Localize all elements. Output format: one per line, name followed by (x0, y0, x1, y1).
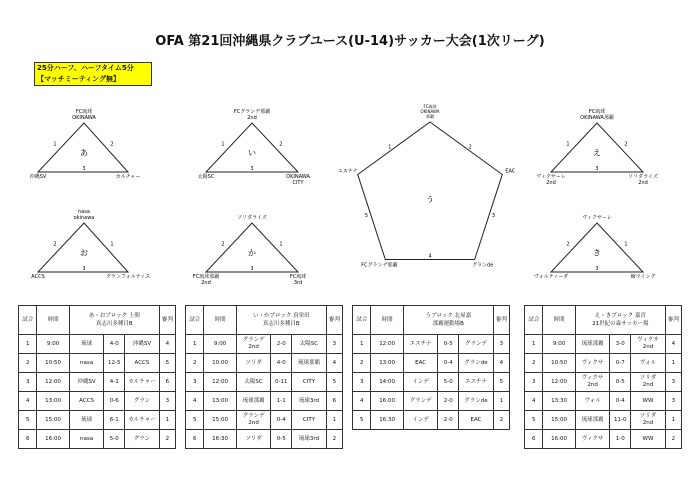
home-team: エスチナ (403, 335, 438, 354)
score: 0-7 (610, 354, 631, 373)
referee: 2 (665, 430, 681, 449)
kickoff-time: 16:00 (543, 430, 575, 449)
table-header-row (525, 306, 682, 335)
table-row (525, 335, 682, 354)
match-number: 1 (525, 335, 543, 354)
team-top: FC琉球 (588, 109, 606, 115)
match-number: 1 (353, 335, 371, 354)
away-team: WW (631, 392, 666, 411)
referee: 1 (665, 354, 681, 373)
team-left: 2nd (546, 180, 556, 186)
home-team: ソリダ (236, 430, 271, 449)
home-team: インデ (403, 411, 438, 430)
referee: 3 (665, 373, 681, 392)
home-team: グランデ 2nd (236, 411, 271, 430)
match-number: 2 (525, 354, 543, 373)
away-team: EAC (459, 411, 494, 430)
away-team: CITY (292, 373, 327, 392)
league-pentagon (358, 122, 503, 259)
page-title: OFA 第21回沖縄県クラブユース(U-14)サッカー大会(1次リーグ) (155, 34, 545, 49)
away-team: ヴォル (631, 354, 666, 373)
referee: 1 (493, 392, 509, 411)
block-u-schedule (352, 305, 510, 430)
score: 3-0 (610, 335, 631, 354)
match-number: 3 (595, 166, 599, 172)
team-right: グランフォルティス (105, 274, 151, 280)
team-left: ヴォルティーダ (533, 274, 569, 280)
match-number: 4 (19, 392, 37, 411)
referee: 3 (159, 392, 175, 411)
match-number: 2 (566, 241, 570, 248)
kickoff-time: 12:00 (543, 373, 575, 392)
away-team: 沖縄SV (125, 335, 160, 354)
league-triangle (551, 223, 643, 272)
score: 0-11 (271, 373, 292, 392)
team-top: 那覇 (426, 114, 434, 119)
match-number: 1 (186, 335, 204, 354)
away-team: ACCS (125, 354, 160, 373)
team-top: OKINAWA那覇 (580, 115, 614, 121)
team-right: 3rd (293, 280, 303, 286)
away-team: WW (631, 430, 666, 449)
match-number: 3 (186, 373, 204, 392)
kickoff-time: 10:50 (543, 354, 575, 373)
kickoff-time: 16:30 (204, 430, 236, 449)
referee: 6 (326, 392, 342, 411)
table-row (525, 373, 682, 392)
home-team: nasa (69, 354, 104, 373)
table-row (525, 430, 682, 449)
home-team: 琉球那覇 (236, 392, 271, 411)
referee: 4 (326, 354, 342, 373)
match-number: 5 (186, 411, 204, 430)
half-time-rule: 25分ハーフ、ハーフタイム5分 (37, 64, 134, 72)
team-right: カルチャー (115, 174, 141, 180)
team-top: ソリダライズ (237, 215, 267, 221)
referee: 2 (159, 430, 175, 449)
match-number: 2 (53, 241, 57, 248)
home-team: ヴィクサ 2nd (575, 373, 610, 392)
match-number: 4 (428, 253, 432, 260)
match-number: 6 (525, 430, 543, 449)
away-team: グランde (459, 354, 494, 373)
team-right: OKINAWA (286, 174, 310, 180)
table-row (19, 373, 176, 392)
kickoff-time: 16:00 (37, 430, 69, 449)
away-team: グランde (459, 392, 494, 411)
score: 0-6 (104, 392, 125, 411)
team-right: 2nd (638, 180, 648, 186)
table-row (186, 411, 343, 430)
match-number: 1 (279, 241, 283, 248)
table-row (186, 335, 343, 354)
referee: 2 (326, 430, 342, 449)
score: 0-4 (438, 354, 459, 373)
score: 0-4 (271, 411, 292, 430)
match-number: 2 (468, 144, 472, 151)
block-i-ka-schedule (185, 305, 343, 449)
referee: 1 (665, 411, 681, 430)
team-top: OKINAWA (72, 115, 96, 121)
team-top: FC琉球 (423, 104, 437, 109)
time-header: 時間 (371, 306, 403, 335)
match-number: 3 (19, 373, 37, 392)
team-top: okinawa (73, 215, 95, 221)
match-number: 1 (19, 335, 37, 354)
referee: 1 (159, 411, 175, 430)
match-number: 1 (110, 241, 114, 248)
team-left: 太陽SC (197, 174, 215, 180)
match-number: 3 (353, 373, 371, 392)
team-side-left: エスチナ (337, 168, 358, 175)
referee: 5 (326, 373, 342, 392)
home-team: ヴォル (575, 392, 610, 411)
score: 0-5 (610, 373, 631, 392)
group-label: い (248, 148, 256, 158)
team-left: ヴィクサーレ (536, 174, 566, 180)
meeting-rule: 【マッチミーティング無】 (37, 75, 121, 83)
home-team: ACCS (69, 392, 104, 411)
group-label: え (593, 148, 601, 158)
score: 4-0 (271, 354, 292, 373)
table-row (19, 411, 176, 430)
match-number: 2 (221, 241, 225, 248)
referee: 5 (159, 354, 175, 373)
score: 1-0 (610, 430, 631, 449)
match-number: 2 (19, 354, 37, 373)
team-right: CITY (292, 180, 304, 186)
kickoff-time: 15:00 (204, 411, 236, 430)
match-number: 3 (595, 266, 599, 272)
league-triangle (38, 123, 128, 172)
match-number: 4 (186, 392, 204, 411)
table-row (19, 430, 176, 449)
match-number: 3 (525, 373, 543, 392)
score: 11-0 (610, 411, 631, 430)
away-team: ソリダ 2nd (631, 373, 666, 392)
kickoff-time: 10:50 (37, 354, 69, 373)
table-row (525, 392, 682, 411)
team-right: ソリダライズ (628, 174, 658, 180)
group-label: あ (80, 148, 88, 158)
away-team: カルチャー (125, 373, 160, 392)
referee-header: 審判 (665, 306, 681, 335)
team-top: ヴィクサーレ (582, 215, 612, 221)
match-number: 1 (624, 241, 628, 248)
table-row (19, 392, 176, 411)
table-row (353, 411, 510, 430)
match-number: 1 (53, 141, 57, 148)
group-label: か (248, 248, 256, 258)
home-team: 琉球那覇 (575, 411, 610, 430)
team-right: FC琉球 (289, 274, 307, 280)
match-header: 試合 (353, 306, 371, 335)
score: 12-5 (104, 354, 125, 373)
home-team: 琉球那覇 (575, 335, 610, 354)
table-row (353, 335, 510, 354)
kickoff-time: 14:00 (371, 373, 403, 392)
match-number: 2 (624, 141, 628, 148)
block-header: うブロック 北屋嘉 那覇運動場B (403, 306, 493, 335)
match-number: 3 (82, 266, 86, 272)
time-header: 時間 (37, 306, 69, 335)
home-team: 沖縄SV (69, 373, 104, 392)
kickoff-time: 10:00 (204, 354, 236, 373)
match-number: 6 (19, 430, 37, 449)
team-top: 2nd (247, 115, 257, 121)
table-row (525, 354, 682, 373)
match-number: 3 (250, 166, 254, 172)
team-left: ACCS (31, 274, 45, 280)
match-number: 2 (353, 354, 371, 373)
match-number: 1 (388, 144, 392, 151)
table-row (19, 335, 176, 354)
referee: 3 (326, 335, 342, 354)
team-left: FC琉球那覇 (192, 274, 220, 280)
referee: 3 (665, 392, 681, 411)
away-team: 琉球3rd (292, 392, 327, 411)
score: 1-1 (271, 392, 292, 411)
score: 4-1 (104, 373, 125, 392)
team-right: グランde (472, 262, 494, 269)
home-team: ソリダ (236, 354, 271, 373)
team-left: FCグランデ那覇 (361, 262, 398, 269)
kickoff-time: 13:00 (371, 354, 403, 373)
group-label: き (593, 248, 601, 258)
away-team: 琉球那覇 (292, 354, 327, 373)
kickoff-time: 12:00 (204, 373, 236, 392)
match-header: 試合 (19, 306, 37, 335)
score: 2-0 (271, 335, 292, 354)
referee: 4 (665, 335, 681, 354)
team-top: FC琉球 (75, 109, 93, 115)
referee: 2 (493, 411, 509, 430)
table-row (19, 354, 176, 373)
home-team: EAC (403, 354, 438, 373)
score: 5-0 (104, 430, 125, 449)
match-number: 2 (186, 354, 204, 373)
referee: 6 (159, 373, 175, 392)
block-e-ki-schedule (524, 305, 682, 449)
match-number: 3 (82, 166, 86, 172)
match-header: 試合 (186, 306, 204, 335)
kickoff-time: 9:00 (543, 335, 575, 354)
time-header: 時間 (543, 306, 575, 335)
team-top: FCグランデ那覇 (233, 109, 271, 115)
match-header: 試合 (525, 306, 543, 335)
home-team: グランデ (403, 392, 438, 411)
referee: 1 (326, 411, 342, 430)
table-row (186, 392, 343, 411)
table-header-row (19, 306, 176, 335)
kickoff-time: 9:00 (37, 335, 69, 354)
home-team: 琉球 (69, 411, 104, 430)
time-header: 時間 (204, 306, 236, 335)
home-team: ヴィクサ (575, 354, 610, 373)
score: 0-5 (438, 335, 459, 354)
table-row (186, 373, 343, 392)
block-header: え・きブロック 嘉宮 21世紀の森サッカー場 (575, 306, 665, 335)
score: 5-0 (438, 373, 459, 392)
match-number: 6 (186, 430, 204, 449)
match-number: 1 (566, 141, 570, 148)
table-row (186, 430, 343, 449)
score: 6-1 (104, 411, 125, 430)
team-left: 2nd (201, 280, 211, 286)
match-number: 5 (19, 411, 37, 430)
referee: 4 (159, 335, 175, 354)
table-row (186, 354, 343, 373)
kickoff-time: 15:00 (543, 411, 575, 430)
match-number: 3 (491, 213, 496, 219)
away-team: ヴィクサ 2nd (631, 335, 666, 354)
home-team: ヴィクサ (575, 430, 610, 449)
kickoff-time: 12:00 (371, 335, 403, 354)
kickoff-time: 13:30 (543, 392, 575, 411)
block-a-o-schedule (18, 305, 176, 449)
away-team: ソリダ 2nd (631, 411, 666, 430)
table-row (353, 373, 510, 392)
team-top: OKINAWA (420, 109, 440, 114)
group-label: お (80, 248, 88, 258)
match-number: 2 (110, 141, 114, 148)
league-triangle (206, 223, 298, 272)
kickoff-time: 9:00 (204, 335, 236, 354)
score: 2-0 (438, 392, 459, 411)
home-team: nasa (69, 430, 104, 449)
home-team: 琉球 (69, 335, 104, 354)
away-team: CITY (292, 411, 327, 430)
team-right: Wウイング (630, 274, 656, 280)
match-number: 5 (353, 411, 371, 430)
away-team: グランデ (459, 335, 494, 354)
score: 0-5 (271, 430, 292, 449)
kickoff-time: 15:00 (37, 411, 69, 430)
away-team: エスチナ (459, 373, 494, 392)
match-number: 1 (221, 141, 225, 148)
home-team: グランデ 2nd (236, 335, 271, 354)
referee: 3 (493, 335, 509, 354)
match-number: 4 (353, 392, 371, 411)
kickoff-time: 16:30 (371, 411, 403, 430)
match-number: 5 (364, 213, 369, 219)
match-number: 4 (525, 392, 543, 411)
group-label: う (426, 195, 434, 204)
home-team: 太陽SC (236, 373, 271, 392)
table-header-row (353, 306, 510, 335)
block-header: あ・おブロック 上間 真志川多種目B (69, 306, 159, 335)
referee-header: 審判 (493, 306, 509, 335)
referee: 4 (493, 354, 509, 373)
kickoff-time: 16:00 (371, 392, 403, 411)
home-team: インデ (403, 373, 438, 392)
table-row (525, 411, 682, 430)
block-header: い・かブロック 真栄田 真志川多種目B (236, 306, 326, 335)
referee-header: 審判 (326, 306, 342, 335)
league-triangle (551, 123, 643, 172)
match-number: 5 (525, 411, 543, 430)
score: 2-0 (438, 411, 459, 430)
team-left: 沖縄SV (29, 174, 47, 180)
score: 4-0 (104, 335, 125, 354)
table-header-row (186, 306, 343, 335)
table-row (353, 392, 510, 411)
away-team: グラン (125, 430, 160, 449)
team-top: nasa (78, 209, 90, 215)
kickoff-time: 12:00 (37, 373, 69, 392)
match-number: 3 (250, 266, 254, 272)
away-team: カルチャー (125, 411, 160, 430)
team-side-right: EAC (505, 168, 516, 175)
kickoff-time: 13:00 (37, 392, 69, 411)
match-number: 2 (279, 141, 283, 148)
league-triangle (206, 123, 298, 172)
referee: 5 (493, 373, 509, 392)
score: 0-4 (610, 392, 631, 411)
table-row (353, 354, 510, 373)
away-team: グラン (125, 392, 160, 411)
away-team: 太陽SC (292, 335, 327, 354)
league-triangle (38, 223, 128, 272)
kickoff-time: 13:00 (204, 392, 236, 411)
away-team: 琉球3rd (292, 430, 327, 449)
referee-header: 審判 (159, 306, 175, 335)
